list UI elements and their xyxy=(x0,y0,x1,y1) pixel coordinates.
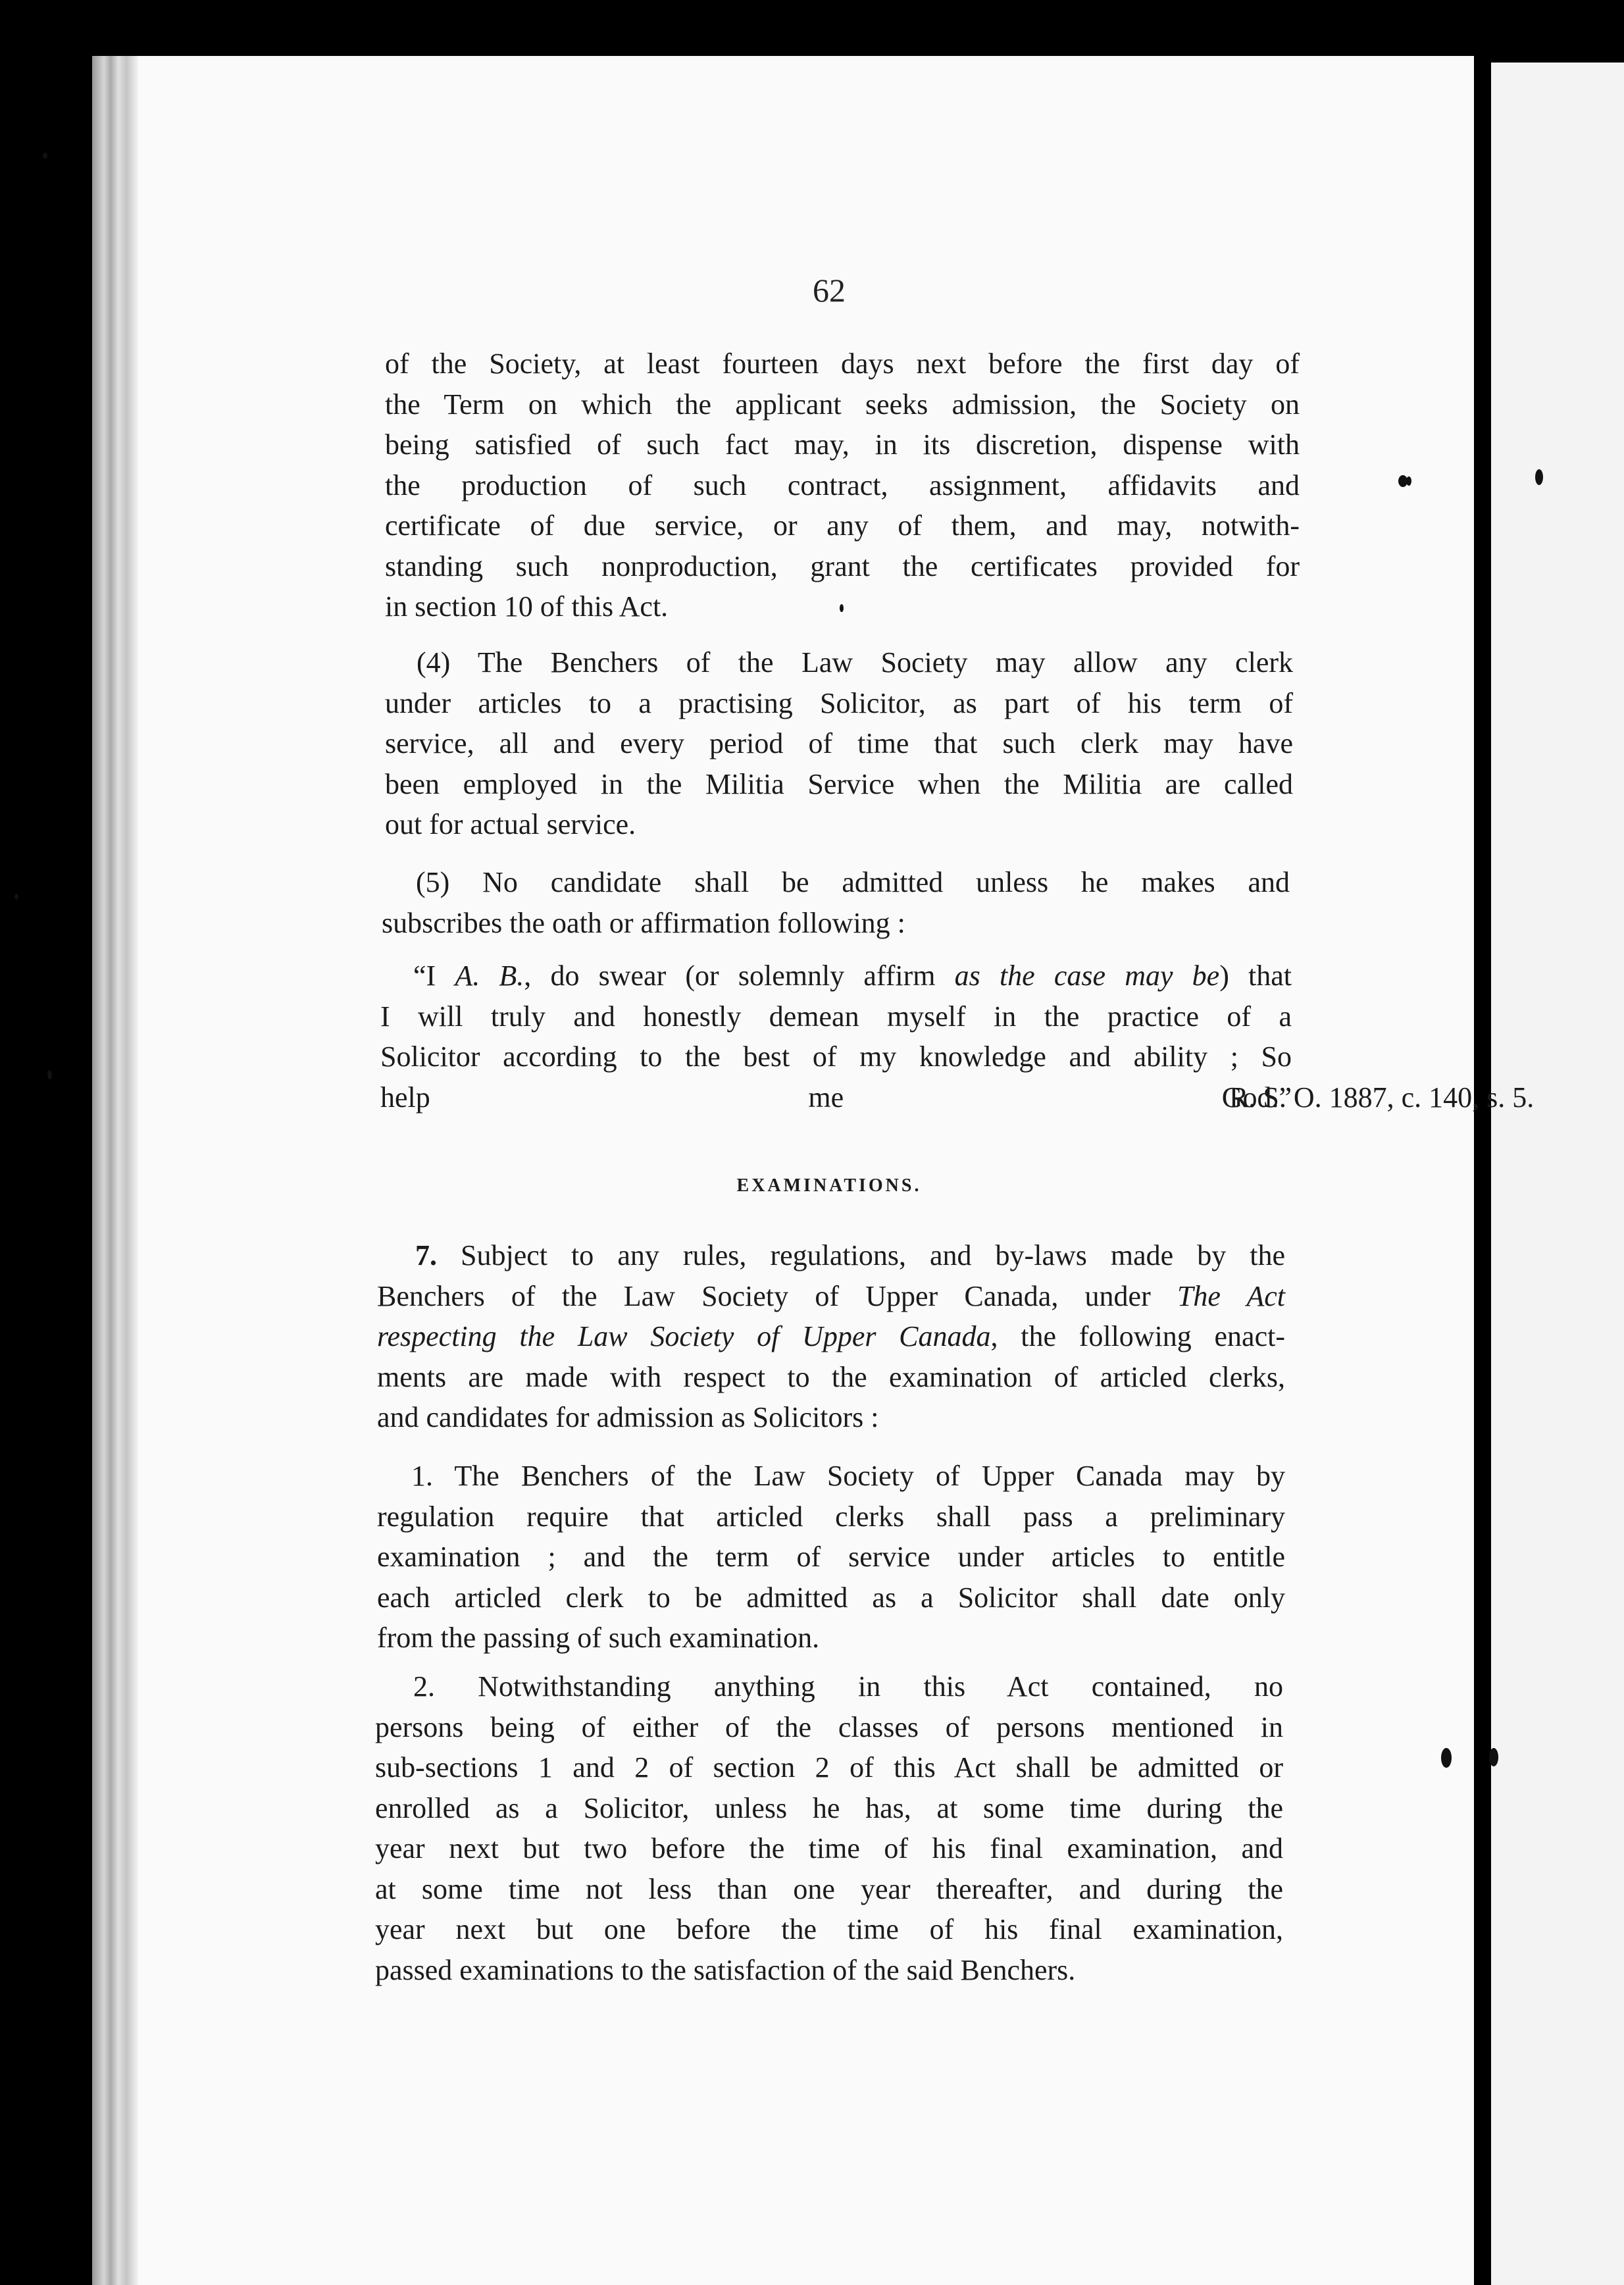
text-line: I will truly and honestly demean myself in the practice of a xyxy=(380,1000,1292,1033)
text-line: been employed in the Militia Service when the Militia are called xyxy=(385,767,1293,800)
text-line: subscribes the oath or affirmation following : xyxy=(382,906,905,939)
text-line: certificate of due service, or any of them, and may, notwith- xyxy=(385,509,1300,542)
text-line: of the Society, at least fourteen days next before the first day of xyxy=(385,347,1300,380)
oath-open: “I xyxy=(413,960,436,992)
text-line: (4) The Benchers of the Law Society may allow any clerk xyxy=(417,646,1293,679)
oath-line xyxy=(380,956,1292,996)
text-line: 1. The Benchers of the Law Society of Upper Canada may by xyxy=(411,1460,1285,1492)
text-fragment: Benchers of the Law Society of Upper Canada, under xyxy=(377,1279,1151,1312)
text-line xyxy=(377,1276,1285,1317)
speck-mark xyxy=(1406,476,1411,486)
text-line: Solicitor according to the best of my knowledge and ability ; So xyxy=(380,1040,1292,1073)
text-line: under articles to a practising Solicitor, as part of his term of xyxy=(385,686,1293,719)
text-line: standing such nonproduction, grant the certificates provided for xyxy=(385,550,1300,582)
oath-phrase-end: ) that xyxy=(1219,960,1292,992)
oath-name: A. B. xyxy=(455,960,524,992)
speck-mark xyxy=(47,1070,52,1079)
text-line: in section 10 of this Act. xyxy=(385,590,669,623)
subsection-5 xyxy=(382,862,1290,943)
page-number: 62 xyxy=(813,272,846,309)
gutter-divider xyxy=(1474,0,1491,2285)
text-fragment: , the following enact- xyxy=(990,1320,1285,1352)
item-2 xyxy=(375,1666,1283,1990)
speck-mark xyxy=(1489,1748,1498,1766)
text-line: and candidates for admission as Solicitors : xyxy=(377,1401,879,1433)
speck-mark xyxy=(14,894,18,900)
speck-mark xyxy=(1441,1748,1452,1768)
statute-citation: R. S. O. 1887, c. 140, s. 5. xyxy=(1229,1081,1535,1114)
text-line: year next but one before the time of his final examination, xyxy=(375,1913,1283,1945)
oath-closing-row xyxy=(380,1077,1535,1118)
text-line: being satisfied of such fact may, in its discretion, dispense with xyxy=(385,428,1300,461)
text-line: out for actual service. xyxy=(385,808,636,840)
text-line: (5) No candidate shall be admitted unless he makes and xyxy=(416,866,1290,898)
section-number: 7. xyxy=(415,1239,437,1271)
text-line: the production of such contract, assignment, affidavits and xyxy=(385,469,1300,501)
oath-phrase: , do swear (or solemnly affirm xyxy=(524,960,936,992)
oath-italic-phrase: as the case may be xyxy=(954,960,1220,992)
speck-mark xyxy=(43,153,47,159)
section-heading: EXAMINATIONS. xyxy=(736,1175,922,1196)
text-line: year next but two before the time of his final examination, and xyxy=(375,1832,1283,1864)
text-line: each articled clerk to be admitted as a Solicitor shall date only xyxy=(377,1581,1285,1614)
text-line: enrolled as a Solicitor, unless he has, at some time during the xyxy=(375,1791,1283,1824)
text-line: persons being of either of the classes of persons mentioned in xyxy=(375,1710,1283,1743)
act-title-italic: The Act xyxy=(1177,1279,1285,1312)
oath-text xyxy=(380,956,1535,1117)
text-line: passed examinations to the satisfaction of the said Benchers. xyxy=(375,1953,1076,1986)
text-line: at some time not less than one year thereafter, and during the xyxy=(375,1872,1283,1905)
text-line: ments are made with respect to the examination of articled clerks, xyxy=(377,1360,1285,1393)
text-line: from the passing of such examination. xyxy=(377,1622,820,1654)
text-line xyxy=(377,1235,1285,1276)
facing-page-edge xyxy=(1491,63,1624,2285)
text-line: the Term on which the applicant seeks admission, the Society on xyxy=(385,388,1300,421)
section-7-intro xyxy=(377,1235,1285,1438)
subsection-4 xyxy=(385,642,1293,845)
text-line: 2. Notwithstanding anything in this Act contained, no xyxy=(413,1670,1283,1703)
text-line: examination ; and the term of service under articles to entitle xyxy=(377,1541,1285,1573)
text-line: help me God.” xyxy=(380,1081,1292,1114)
speck-mark xyxy=(1535,469,1543,485)
text-line: sub-sections 1 and 2 of section 2 of this Act shall be admitted or xyxy=(375,1751,1283,1784)
text-fragment: Subject to any rules, regulations, and by-laws made by the xyxy=(461,1239,1286,1271)
page-binding-edge xyxy=(92,56,138,2285)
item-1 xyxy=(377,1456,1285,1658)
continuation-paragraph xyxy=(385,344,1300,627)
text-line: regulation require that articled clerks shall pass a preliminary xyxy=(377,1500,1285,1533)
text-line xyxy=(377,1316,1285,1357)
act-title-italic: respecting the Law Society of Upper Canada xyxy=(377,1320,991,1352)
text-line: service, all and every period of time that such clerk may have xyxy=(385,727,1293,759)
